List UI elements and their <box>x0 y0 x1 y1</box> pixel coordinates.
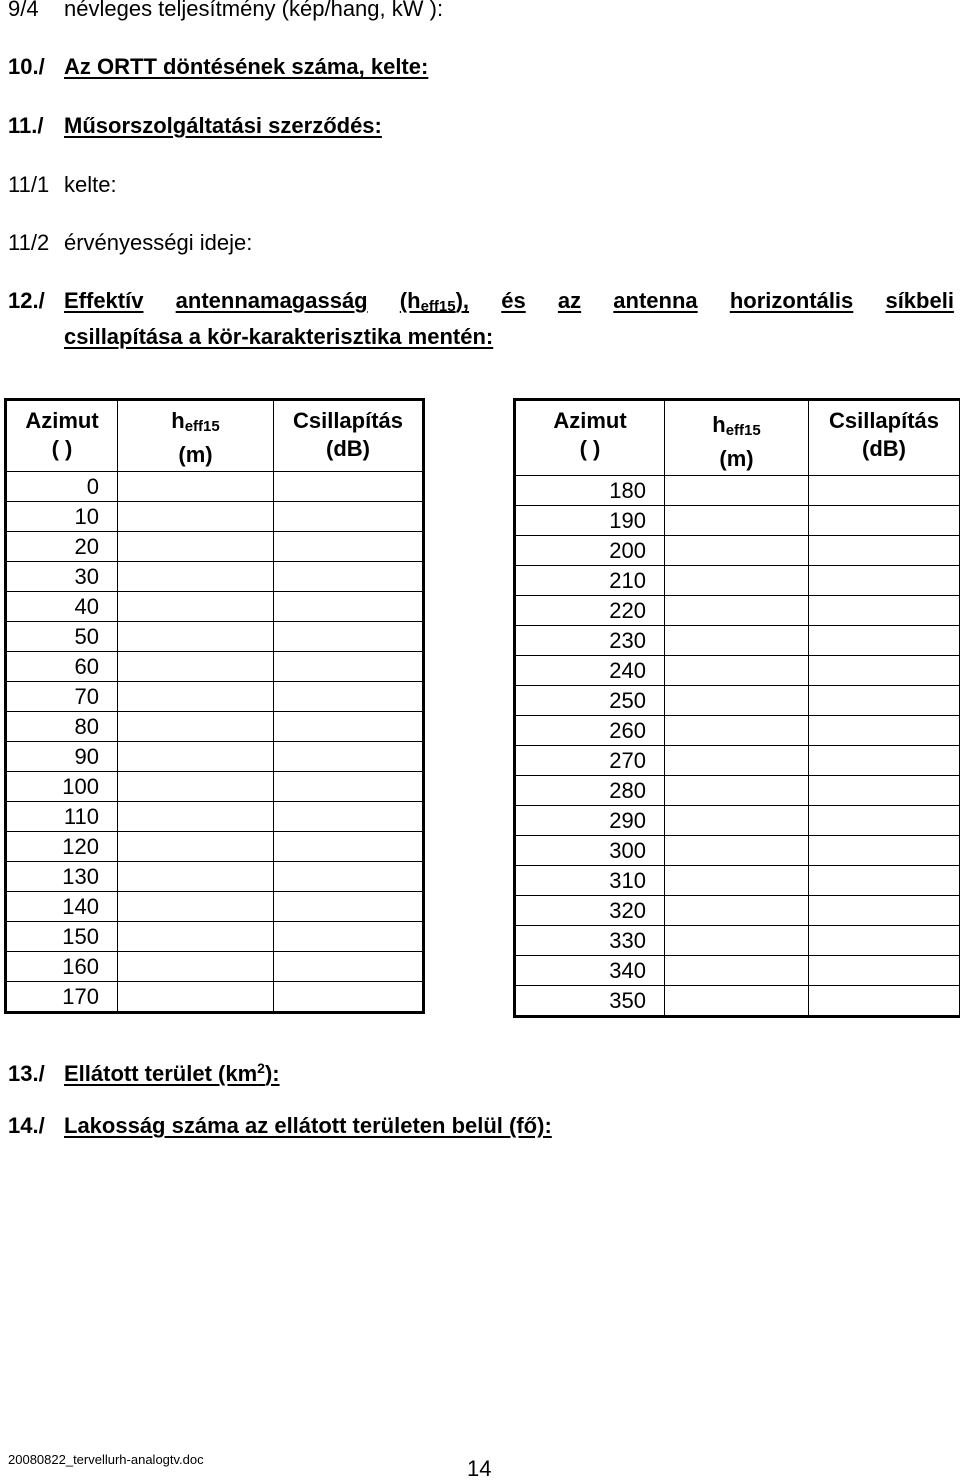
item-text: érvényességi ideje: <box>64 230 252 255</box>
csillapitas-input-cell[interactable] <box>809 716 960 746</box>
csillapitas-input-cell[interactable] <box>274 502 424 532</box>
azimuth-value: 110 <box>6 802 118 832</box>
heff15-input-cell[interactable] <box>665 626 809 656</box>
table-row <box>6 892 424 922</box>
table-row <box>515 566 960 596</box>
azimuth-value: 320 <box>515 896 665 926</box>
heff15-input-cell[interactable] <box>665 656 809 686</box>
table-row <box>6 922 424 952</box>
table-row <box>515 596 960 626</box>
heff15-input-cell[interactable] <box>118 892 274 922</box>
item-text: Az ORTT döntésének száma, kelte: <box>64 54 428 79</box>
csillapitas-input-cell[interactable] <box>809 746 960 776</box>
azimuth-value: 20 <box>6 532 118 562</box>
header-heff15: $h_{eff15}$ (m) <box>665 400 809 476</box>
item-14 <box>8 1113 552 1139</box>
item-number: 10./ <box>8 54 64 80</box>
azimuth-value: 150 <box>6 922 118 952</box>
azimuth-table-left <box>4 398 425 1014</box>
item-number: 11./ <box>8 113 64 139</box>
csillapitas-input-cell[interactable] <box>274 652 424 682</box>
azimuth-value: 10 <box>6 502 118 532</box>
csillapitas-input-cell[interactable] <box>274 562 424 592</box>
azimuth-value: 190 <box>515 506 665 536</box>
table-row <box>6 682 424 712</box>
item-text: kelte: <box>64 172 117 197</box>
azimuth-value: 210 <box>515 566 665 596</box>
csillapitas-input-cell[interactable] <box>809 866 960 896</box>
item-number: 9/4 <box>8 0 64 22</box>
azimuth-value: 160 <box>6 952 118 982</box>
heff15-input-cell[interactable] <box>118 742 274 772</box>
csillapitas-input-cell[interactable] <box>809 536 960 566</box>
table-row <box>515 806 960 836</box>
csillapitas-input-cell[interactable] <box>274 712 424 742</box>
heff15-input-cell[interactable] <box>665 836 809 866</box>
table-row <box>6 832 424 862</box>
table-row <box>6 862 424 892</box>
table-row <box>515 536 960 566</box>
csillapitas-input-cell[interactable] <box>809 626 960 656</box>
table-header-row <box>6 400 424 472</box>
azimuth-value: 180 <box>515 476 665 506</box>
heff15-input-cell[interactable] <box>665 866 809 896</box>
azimuth-value: 100 <box>6 772 118 802</box>
csillapitas-input-cell[interactable] <box>809 956 960 986</box>
heff15-input-cell[interactable] <box>665 956 809 986</box>
item-11 <box>8 113 382 139</box>
csillapitas-input-cell[interactable] <box>274 922 424 952</box>
csillapitas-input-cell[interactable] <box>274 862 424 892</box>
item-11-1 <box>8 172 117 198</box>
azimuth-value: 270 <box>515 746 665 776</box>
table-row <box>515 866 960 896</box>
table-row <box>6 562 424 592</box>
heff15-input-cell[interactable] <box>118 622 274 652</box>
table-row <box>515 506 960 536</box>
item-number: 11/1 <box>8 172 64 198</box>
heff15-input-cell[interactable] <box>118 502 274 532</box>
azimuth-value: 120 <box>6 832 118 862</box>
csillapitas-input-cell[interactable] <box>809 896 960 926</box>
table-row <box>515 986 960 1017</box>
heff15-input-cell[interactable] <box>118 772 274 802</box>
csillapitas-input-cell[interactable] <box>809 596 960 626</box>
heff15-input-cell[interactable] <box>118 982 274 1013</box>
csillapitas-input-cell[interactable] <box>809 986 960 1017</box>
csillapitas-input-cell[interactable] <box>809 506 960 536</box>
csillapitas-input-cell[interactable] <box>809 776 960 806</box>
heff15-input-cell[interactable] <box>665 596 809 626</box>
azimuth-value: 310 <box>515 866 665 896</box>
csillapitas-input-cell[interactable] <box>274 802 424 832</box>
item-text: névleges teljesítmény (kép/hang, kW ): <box>64 0 443 21</box>
footer-filename: 20080822_tervellurh-analogtv.doc <box>8 1452 204 1467</box>
azimuth-value: 220 <box>515 596 665 626</box>
csillapitas-input-cell[interactable] <box>274 622 424 652</box>
csillapitas-input-cell[interactable] <box>809 926 960 956</box>
table-row <box>6 532 424 562</box>
heff15-input-cell[interactable] <box>118 682 274 712</box>
heff15-input-cell[interactable] <box>118 832 274 862</box>
azimuth-value: 350 <box>515 986 665 1017</box>
table-row <box>515 776 960 806</box>
azimuth-value: 300 <box>515 836 665 866</box>
item-text: Műsorszolgáltatási szerződés: <box>64 113 382 138</box>
azimuth-value: 40 <box>6 592 118 622</box>
item-12-line2: csillapítása a kör-karakterisztika mentén: <box>64 324 493 349</box>
azimuth-value: 30 <box>6 562 118 592</box>
heff15-input-cell[interactable] <box>118 592 274 622</box>
csillapitas-input-cell[interactable] <box>809 686 960 716</box>
table-row <box>515 626 960 656</box>
table-row <box>515 956 960 986</box>
azimuth-value: 90 <box>6 742 118 772</box>
heff15-input-cell[interactable] <box>665 746 809 776</box>
heff15-input-cell[interactable] <box>665 476 809 506</box>
item-number: 12./ <box>8 288 64 320</box>
table-row <box>6 502 424 532</box>
table-row <box>515 926 960 956</box>
azimuth-table-right <box>513 398 960 1018</box>
csillapitas-input-cell[interactable] <box>274 682 424 712</box>
item-number: 14./ <box>8 1113 64 1139</box>
csillapitas-input-cell[interactable] <box>274 532 424 562</box>
item-12 <box>8 288 954 350</box>
azimuth-value: 60 <box>6 652 118 682</box>
heff15-input-cell[interactable] <box>118 532 274 562</box>
table-row <box>515 746 960 776</box>
azimuth-value: 50 <box>6 622 118 652</box>
heff15-input-cell[interactable] <box>118 922 274 952</box>
azimuth-value: 340 <box>515 956 665 986</box>
table-row <box>6 952 424 982</box>
heff15-input-cell[interactable] <box>665 536 809 566</box>
csillapitas-input-cell[interactable] <box>274 892 424 922</box>
azimuth-value: 130 <box>6 862 118 892</box>
heff15-input-cell[interactable] <box>665 806 809 836</box>
azimuth-value: 140 <box>6 892 118 922</box>
csillapitas-input-cell[interactable] <box>274 952 424 982</box>
csillapitas-input-cell[interactable] <box>809 656 960 686</box>
heff15-input-cell[interactable] <box>118 802 274 832</box>
item-text: Ellátott terület $(km^2)$: <box>64 1061 280 1086</box>
heff15-input-cell[interactable] <box>665 716 809 746</box>
table-row <box>515 476 960 506</box>
azimuth-value: 200 <box>515 536 665 566</box>
table-row <box>6 742 424 772</box>
heff15-input-cell[interactable] <box>665 686 809 716</box>
heff15-input-cell[interactable] <box>118 652 274 682</box>
table-row <box>6 622 424 652</box>
table-row <box>6 472 424 502</box>
heff15-input-cell[interactable] <box>665 896 809 926</box>
azimuth-value: 0 <box>6 472 118 502</box>
heff15-input-cell[interactable] <box>118 472 274 502</box>
item-12-line1: Effektív antennamagasság $(h_{eff15})$, és az antenna horizontális síkbeli <box>64 288 954 320</box>
azimuth-value: 330 <box>515 926 665 956</box>
header-heff15: $h_{eff15}$ (m) <box>118 400 274 472</box>
heff15-input-cell[interactable] <box>665 776 809 806</box>
item-13 <box>8 1055 280 1087</box>
table-row <box>515 656 960 686</box>
table-row <box>515 836 960 866</box>
header-csillapitas: Csillapítás (dB) <box>809 400 960 476</box>
heff15-input-cell[interactable] <box>118 952 274 982</box>
csillapitas-input-cell[interactable] <box>274 982 424 1013</box>
table-row <box>515 686 960 716</box>
header-azimut: Azimut ( ) <box>515 400 665 476</box>
table-row <box>6 652 424 682</box>
heff15-input-cell[interactable] <box>118 712 274 742</box>
azimuth-value: 230 <box>515 626 665 656</box>
csillapitas-input-cell[interactable] <box>274 472 424 502</box>
table-header-row <box>515 400 960 476</box>
azimuth-value: 280 <box>515 776 665 806</box>
azimuth-value: 170 <box>6 982 118 1013</box>
heff15-input-cell[interactable] <box>665 986 809 1017</box>
csillapitas-input-cell[interactable] <box>274 772 424 802</box>
item-text: Lakosság száma az ellátott területen belül (fő): <box>64 1113 552 1138</box>
heff15-input-cell[interactable] <box>665 506 809 536</box>
azimuth-value: 240 <box>515 656 665 686</box>
table-row <box>6 592 424 622</box>
csillapitas-input-cell[interactable] <box>809 836 960 866</box>
table-row <box>6 712 424 742</box>
csillapitas-input-cell[interactable] <box>274 592 424 622</box>
csillapitas-input-cell[interactable] <box>809 566 960 596</box>
header-csillapitas: Csillapítás (dB) <box>274 400 424 472</box>
table-row <box>515 896 960 926</box>
table-row <box>6 982 424 1013</box>
azimuth-value: 260 <box>515 716 665 746</box>
item-number: 13./ <box>8 1061 64 1087</box>
item-11-2 <box>8 230 252 256</box>
heff15-input-cell[interactable] <box>665 926 809 956</box>
heff15-input-cell[interactable] <box>665 566 809 596</box>
table-row <box>6 802 424 832</box>
heff15-input-cell[interactable] <box>118 862 274 892</box>
table-row <box>515 716 960 746</box>
azimuth-value: 290 <box>515 806 665 836</box>
item-9-4 <box>8 0 443 22</box>
csillapitas-input-cell[interactable] <box>809 806 960 836</box>
azimuth-value: 250 <box>515 686 665 716</box>
item-number: 11/2 <box>8 230 64 256</box>
item-10 <box>8 54 428 80</box>
azimuth-value: 70 <box>6 682 118 712</box>
header-azimut: Azimut ( ) <box>6 400 118 472</box>
csillapitas-input-cell[interactable] <box>274 742 424 772</box>
csillapitas-input-cell[interactable] <box>809 476 960 506</box>
csillapitas-input-cell[interactable] <box>274 832 424 862</box>
table-row <box>6 772 424 802</box>
azimuth-value: 80 <box>6 712 118 742</box>
heff15-input-cell[interactable] <box>118 562 274 592</box>
footer-page-number: 14 <box>467 1456 491 1482</box>
